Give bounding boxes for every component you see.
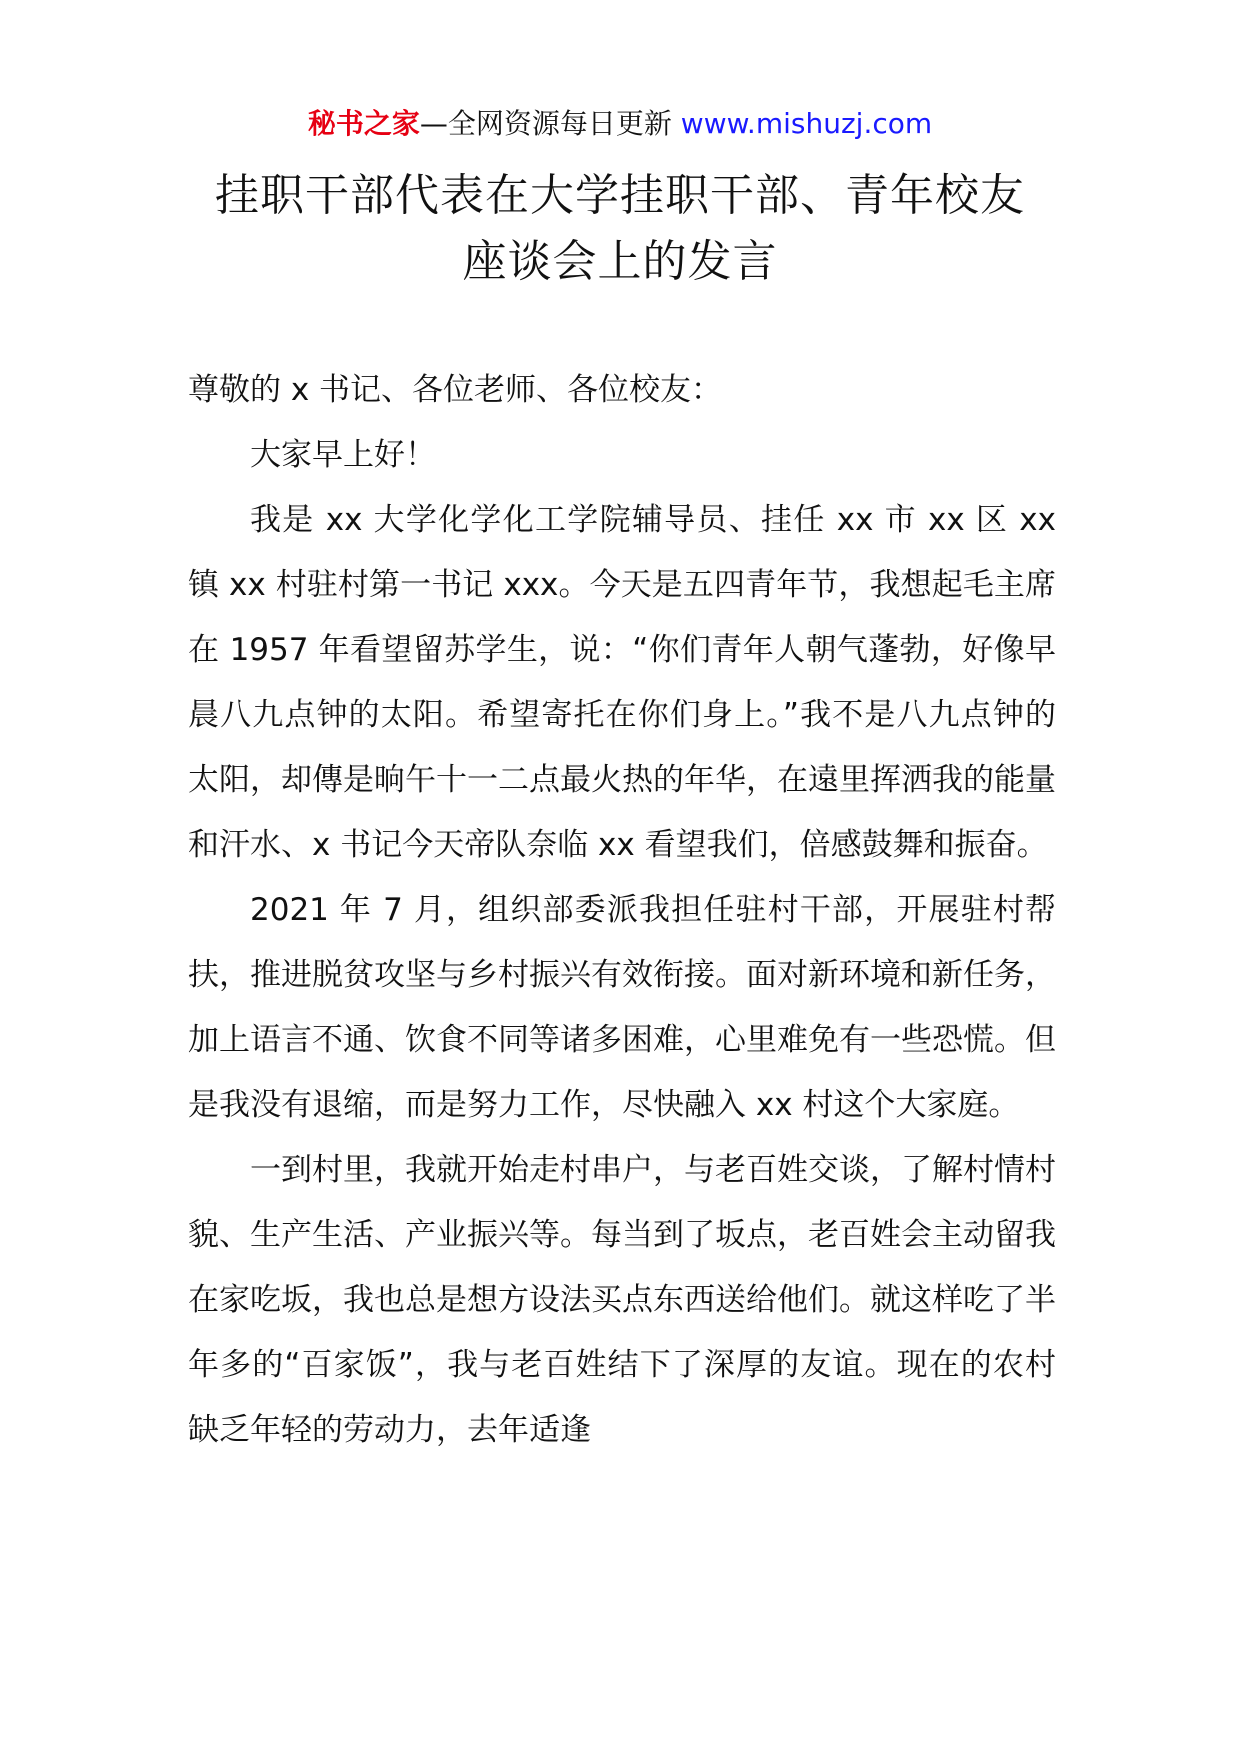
body-paragraph: 一到村里，我就开始走村串户，与老百姓交谈，了解村情村貌、生产生活、产业振兴等。每当到了坂点，老百姓会主动留我在家吃坂，我也总是想方设法买点东西送给他们。就这样吃了半年多的“百家饭”，我与老百姓结下了深厚的友谊。现在的农村缺乏年轻的劳动力，去年适逢	[188, 1152, 1056, 1448]
salutation-paragraph: 尊敬的 x 书记、各位老师、各位校友：	[188, 372, 723, 408]
watermark-brand: 秘书之家	[307, 107, 420, 140]
document-body	[188, 358, 1056, 1463]
title-line-2: 座谈会上的发言	[462, 236, 778, 287]
site-watermark	[0, 104, 1240, 144]
greeting-paragraph: 大家早上好！	[250, 437, 436, 473]
watermark-url[interactable]: www.mishuzj.com	[680, 107, 933, 140]
body-paragraph: 我是 xx 大学化学化工学院辅导员、挂任 xx 市 xx 区 xx 镇 xx 村驻村第一书记 xxx。今天是五四青年节，我想起毛主席在 1957 年看望留苏学生，说：“你们青年人朝气蓬勃，好像早晨八九点钟的太阳。希望寄托在你们身上。”我不是八九点钟的太阳，却傳是晌午十一二点最火热的年华，在遠里挥洒我的能量和汗水、x 书记今天帝队奈临 xx 看望我们，倍感鼓舞和振奋。	[188, 502, 1056, 863]
body-paragraph: 2021 年 7 月，组织部委派我担任驻村干部，开展驻村帮扶，推进脱贫攻坚与乡村振兴有效衔接。面对新环境和新任务，加上语言不通、饮食不同等诸多困难，心里难免有一些恐慌。但是我没有退缩，而是努力工作，尽快融入 xx 村这个大家庭。	[188, 892, 1056, 1123]
document-title	[150, 163, 1090, 295]
watermark-tagline: —全网资源每日更新	[419, 107, 672, 140]
title-line-1: 挂职干部代表在大学挂职干部、青年校友	[215, 170, 1025, 221]
